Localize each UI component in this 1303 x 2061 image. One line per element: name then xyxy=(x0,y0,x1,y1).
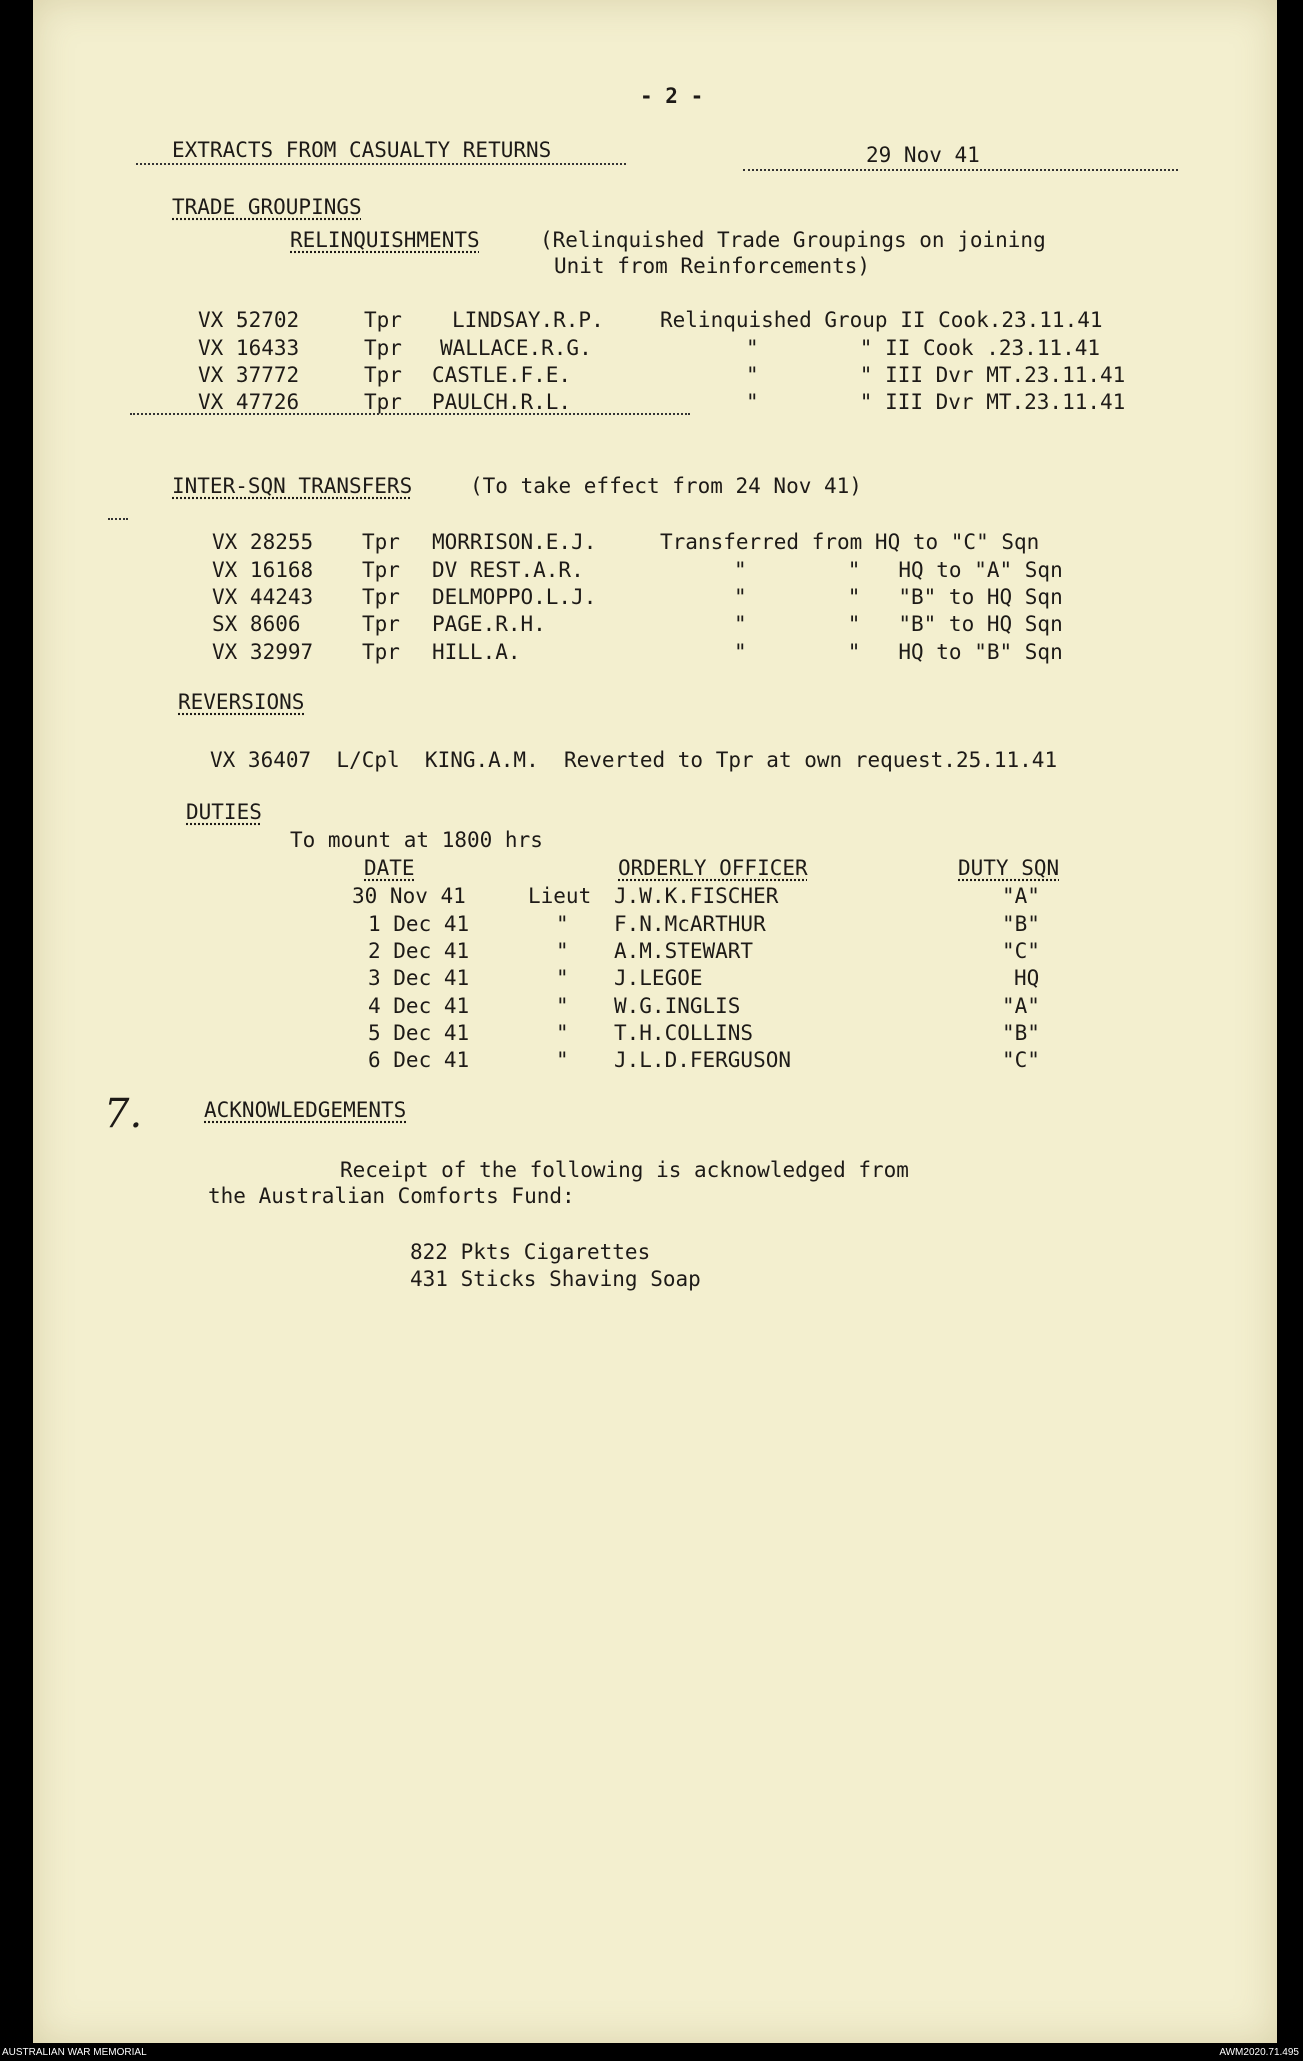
footer-left: AUSTRALIAN WAR MEMORIAL xyxy=(2,2047,147,2058)
trade-rank: Tpr xyxy=(364,363,402,387)
transfer-detail: " " "B" to HQ Sqn xyxy=(734,612,1063,636)
duty-sqn: "A" xyxy=(1002,994,1040,1018)
header-title: EXTRACTS FROM CASUALTY RETURNS xyxy=(172,138,552,162)
duty-sqn: "B" xyxy=(1002,912,1040,936)
duty-officer: J.L.D.FERGUSON xyxy=(614,1048,792,1072)
transfer-name: HILL.A. xyxy=(432,640,521,664)
col-header-officer: ORDERLY OFFICER xyxy=(618,856,808,880)
section-heading-transfers: INTER-SQN TRANSFERS xyxy=(172,474,413,498)
subheading-relinquishments: RELINQUISHMENTS xyxy=(290,228,480,252)
duty-date: 3 Dec 41 xyxy=(368,966,470,990)
transfer-no: SX 8606 xyxy=(212,612,301,636)
reversion-line: VX 36407 L/Cpl KING.A.M. Reverted to Tpr at own request.25.11.41 xyxy=(210,748,1058,772)
transfer-name: DV REST.A.R. xyxy=(432,558,584,582)
trade-rank: Tpr xyxy=(364,336,402,360)
transfer-rank: Tpr xyxy=(362,585,400,609)
trade-name: WALLACE.R.G. xyxy=(440,336,592,360)
duty-officer: F.N.McARTHUR xyxy=(614,912,766,936)
duty-rank: " xyxy=(556,994,569,1018)
transfer-detail: " " "B" to HQ Sqn xyxy=(734,585,1063,609)
duty-officer: A.M.STEWART xyxy=(614,939,754,963)
trade-name: CASTLE.F.E. xyxy=(432,363,572,387)
duty-date: 2 Dec 41 xyxy=(368,939,470,963)
duty-sqn: "C" xyxy=(1002,939,1040,963)
trade-row: VX 16433 xyxy=(198,336,300,360)
duty-officer: J.LEGOE xyxy=(614,966,703,990)
footer-right: AWM2020.71.495 xyxy=(1219,2047,1299,2058)
header-rule-left xyxy=(136,163,626,165)
trade-rank: Tpr xyxy=(364,308,402,332)
section-heading-trade: TRADE GROUPINGS xyxy=(172,195,362,219)
duty-sqn: "A" xyxy=(1002,884,1040,908)
ack-item: 822 Pkts Cigarettes xyxy=(410,1240,651,1264)
col-header-date: DATE xyxy=(364,856,415,880)
duty-sqn: "B" xyxy=(1002,1021,1040,1045)
trade-detail: Relinquished Group II Cook.23.11.41 xyxy=(660,308,1103,332)
transfer-name: MORRISON.E.J. xyxy=(432,530,597,554)
duty-rank: " xyxy=(556,939,569,963)
footer-band xyxy=(0,2046,1303,2061)
transfer-rank: Tpr xyxy=(362,640,400,664)
trade-name: LINDSAY.R.P. xyxy=(452,308,604,332)
transfer-no: VX 28255 xyxy=(212,530,314,554)
duty-rank: Lieut xyxy=(528,884,592,908)
transfer-detail: " " HQ to "A" Sqn xyxy=(734,558,1063,582)
trade-note-1: (Relinquished Trade Groupings on joining xyxy=(540,228,1046,252)
ack-line-1: Receipt of the following is acknowledged from xyxy=(340,1158,909,1182)
duty-date: 6 Dec 41 xyxy=(368,1048,470,1072)
trade-row: VX 47726 xyxy=(198,390,300,414)
duty-date: 4 Dec 41 xyxy=(368,994,470,1018)
duty-rank: " xyxy=(556,912,569,936)
transfer-name: DELMOPPO.L.J. xyxy=(432,585,597,609)
duty-rank: " xyxy=(556,966,569,990)
header-date: 29 Nov 41 xyxy=(866,143,980,167)
transfer-detail: " " HQ to "B" Sqn xyxy=(734,640,1063,664)
header-rule-right xyxy=(743,169,1178,171)
trade-name: PAULCH.R.L. xyxy=(432,390,572,414)
transfer-detail: Transferred from HQ to "C" Sqn xyxy=(660,530,1040,554)
transfers-note: (To take effect from 24 Nov 41) xyxy=(470,474,862,498)
duty-date: 1 Dec 41 xyxy=(368,912,470,936)
transfer-name: PAGE.R.H. xyxy=(432,612,546,636)
handwritten-margin-mark: 7. xyxy=(104,1091,143,1137)
trade-detail: " " III Dvr MT.23.11.41 xyxy=(746,390,1126,414)
section-heading-duties: DUTIES xyxy=(186,800,262,824)
duty-officer: J.W.K.FISCHER xyxy=(614,884,779,908)
transfer-rank: Tpr xyxy=(362,530,400,554)
duty-rank: " xyxy=(556,1048,569,1072)
duties-intro: To mount at 1800 hrs xyxy=(290,828,543,852)
ack-item: 431 Sticks Shaving Soap xyxy=(410,1267,701,1291)
transfer-rank: Tpr xyxy=(362,612,400,636)
duty-rank: " xyxy=(556,1021,569,1045)
col-header-sqn: DUTY SQN xyxy=(958,856,1060,880)
margin-dash xyxy=(108,518,128,520)
transfer-no: VX 44243 xyxy=(212,585,314,609)
duty-officer: T.H.COLLINS xyxy=(614,1021,754,1045)
trade-row: VX 52702 xyxy=(198,308,300,332)
trade-detail: " " III Dvr MT.23.11.41 xyxy=(746,363,1126,387)
duty-date: 30 Nov 41 xyxy=(352,884,466,908)
transfer-no: VX 32997 xyxy=(212,640,314,664)
transfer-rank: Tpr xyxy=(362,558,400,582)
trade-detail: " " II Cook .23.11.41 xyxy=(746,336,1101,360)
page-number: - 2 - xyxy=(640,84,704,108)
duty-officer: W.G.INGLIS xyxy=(614,994,741,1018)
section-heading-acknowledgements: ACKNOWLEDGEMENTS xyxy=(204,1098,407,1122)
section-heading-reversions: REVERSIONS xyxy=(178,690,305,714)
trade-note-2: Unit from Reinforcements) xyxy=(554,254,871,278)
duty-sqn: HQ xyxy=(1014,966,1040,990)
ack-line-2: the Australian Comforts Fund: xyxy=(208,1184,575,1208)
transfer-no: VX 16168 xyxy=(212,558,314,582)
trade-rank: Tpr xyxy=(364,390,402,414)
duty-date: 5 Dec 41 xyxy=(368,1021,470,1045)
trade-row: VX 37772 xyxy=(198,363,300,387)
duty-sqn: "C" xyxy=(1002,1048,1040,1072)
